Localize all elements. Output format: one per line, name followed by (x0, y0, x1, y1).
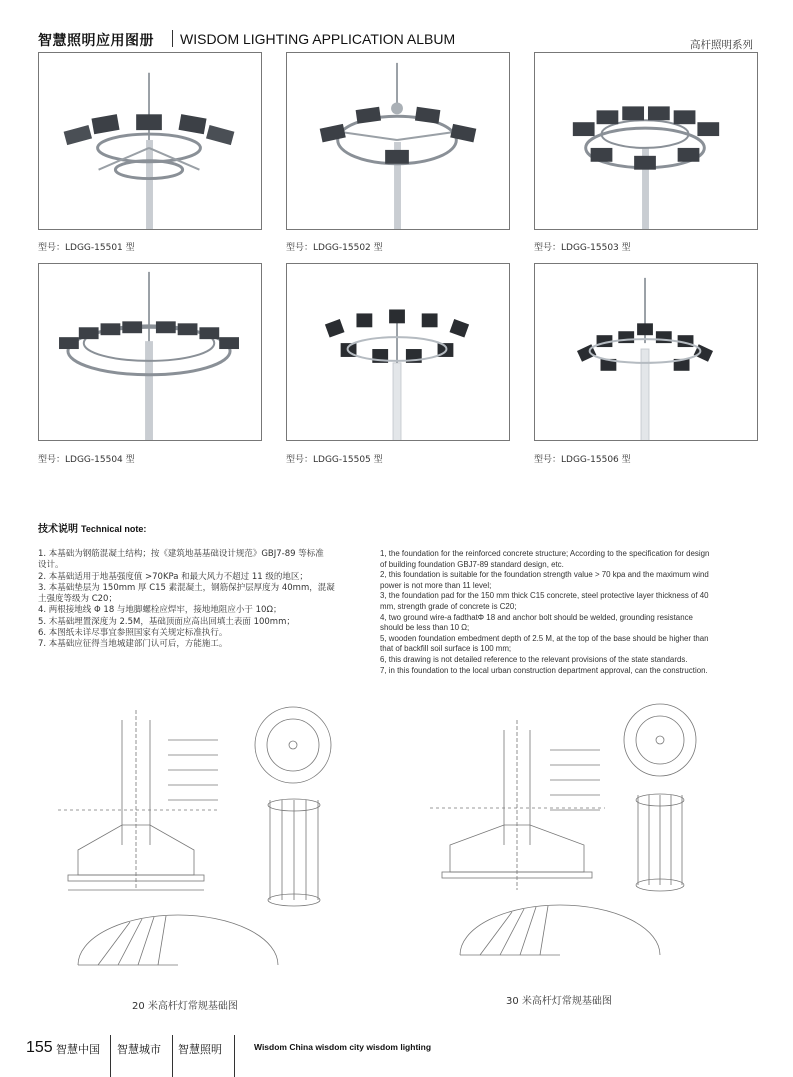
note-line-cn: 6. 本图纸未详尽事宜参照国家有关规定标准执行。 (38, 628, 228, 639)
product-image-15505 (286, 263, 510, 441)
technical-notes-cn (38, 549, 368, 651)
product-image-15504 (38, 263, 262, 441)
footer-divider (234, 1035, 235, 1077)
note-line-en: 5, wooden foundation embedment depth of 2.5 M, at the top of the base should be higher than (380, 633, 709, 643)
note-line-cn: 设计。 (38, 560, 64, 571)
product-image-15503 (534, 52, 758, 230)
product-image-15502 (286, 52, 510, 230)
technical-note-heading-en: Technical note: (81, 524, 147, 534)
drawing-caption-20m: 20 米高杆灯常规基础图 (132, 1001, 238, 1012)
footer-divider (172, 1035, 173, 1077)
note-line-en: mm, strength grade of concrete is C20; (380, 601, 517, 611)
note-line-en: 1, the foundation for the reinforced concrete structure; According to the specification for design (380, 549, 710, 558)
note-line-cn: 3. 本基础垫层为 150mm 厚 C15 素混凝土，钢筋保护层厚度为 40mm，混凝 (38, 582, 335, 593)
high-mast-lamp-tier-icon (287, 264, 509, 440)
model-label-15504: 型号：LDGG-15504 型 (38, 455, 135, 465)
album-title-cn: 智慧照明应用图册 (38, 33, 154, 49)
note-line-en: of building foundation GBJ7-89 standard design, etc. (380, 559, 564, 569)
model-label-15502: 型号：LDGG-15502 型 (286, 243, 383, 253)
note-line-cn: 7. 本基础应征得当地城建部门认可后，方能施工。 (38, 639, 228, 650)
note-line-en: power is not more than 11 level; (380, 580, 492, 590)
model-label-15501: 型号：LDGG-15501 型 (38, 243, 135, 253)
note-line-cn: 土强度等级为 C20； (38, 594, 117, 605)
model-label-15503: 型号：LDGG-15503 型 (534, 243, 631, 253)
footer-tag-smart-city: 智慧城市 (117, 1043, 161, 1056)
note-line-en: 2, this foundation is suitable for the foundation strength value > 70 kpa and the maximum wind (380, 570, 709, 580)
footer-divider (110, 1035, 111, 1077)
model-label-15505: 型号：LDGG-15505 型 (286, 455, 383, 465)
technical-note-heading-cn: 技术说明 (38, 524, 78, 535)
note-line-en: should be less than 10 Ω; (380, 623, 470, 633)
foundation-drawing-30m (420, 700, 760, 980)
product-image-15506 (534, 263, 758, 441)
technical-note-heading (38, 520, 146, 535)
note-line-en: 6, this drawing is not detailed reference to the relevant provisions of the state standards. (380, 654, 688, 664)
technical-notes-en (380, 549, 757, 676)
note-line-cn: 1. 本基础为钢筋混凝土结构；按《建筑地基基础设计规范》GBJ7-89 等标准 (38, 549, 324, 559)
note-line-en: 4, two ground wire-a fadthatΦ 18 and anchor bolt should be welded, grounding resistance (380, 612, 693, 622)
high-mast-lamp-ring-icon (39, 53, 261, 229)
album-title-en: WISDOM LIGHTING APPLICATION ALBUM (180, 31, 456, 47)
model-label-15506: 型号：LDGG-15506 型 (534, 455, 631, 465)
note-line-cn: 2. 本基础适用于地基强度值 >70KPa 和最大风力不超过 11 级的地区； (38, 571, 308, 582)
note-line-en: 7, in this foundation to the local urban construction department approval, can the construction. (380, 665, 708, 675)
page-number: 155 (26, 1039, 53, 1056)
note-line-en: 3, the foundation pad for the 150 mm thick C15 concrete, steel protective layer thickness of 40 (380, 591, 709, 601)
header-divider (172, 30, 173, 47)
footer-tag-smart-china: 智慧中国 (56, 1043, 100, 1056)
foundation-drawing-20m (38, 700, 368, 980)
series-label: 高杆照明系列 (690, 39, 753, 51)
drawing-caption-30m: 30 米高杆灯常规基础图 (506, 996, 612, 1007)
footer-tagline-en: Wisdom China wisdom city wisdom lighting (254, 1042, 432, 1052)
note-line-cn: 5. 木基础埋置深度为 2.5M，基础顶面应高出回填土表面 100mm； (38, 616, 295, 627)
note-line-cn: 4. 两根接地线 Φ 18 与地脚螺栓应焊牢，接地地阻应小于 10Ω； (38, 605, 282, 616)
note-line-en: that of backfill soil surface is 100 mm; (380, 644, 512, 654)
product-image-15501 (38, 52, 262, 230)
footer-tag-smart-lighting: 智慧照明 (178, 1043, 222, 1056)
